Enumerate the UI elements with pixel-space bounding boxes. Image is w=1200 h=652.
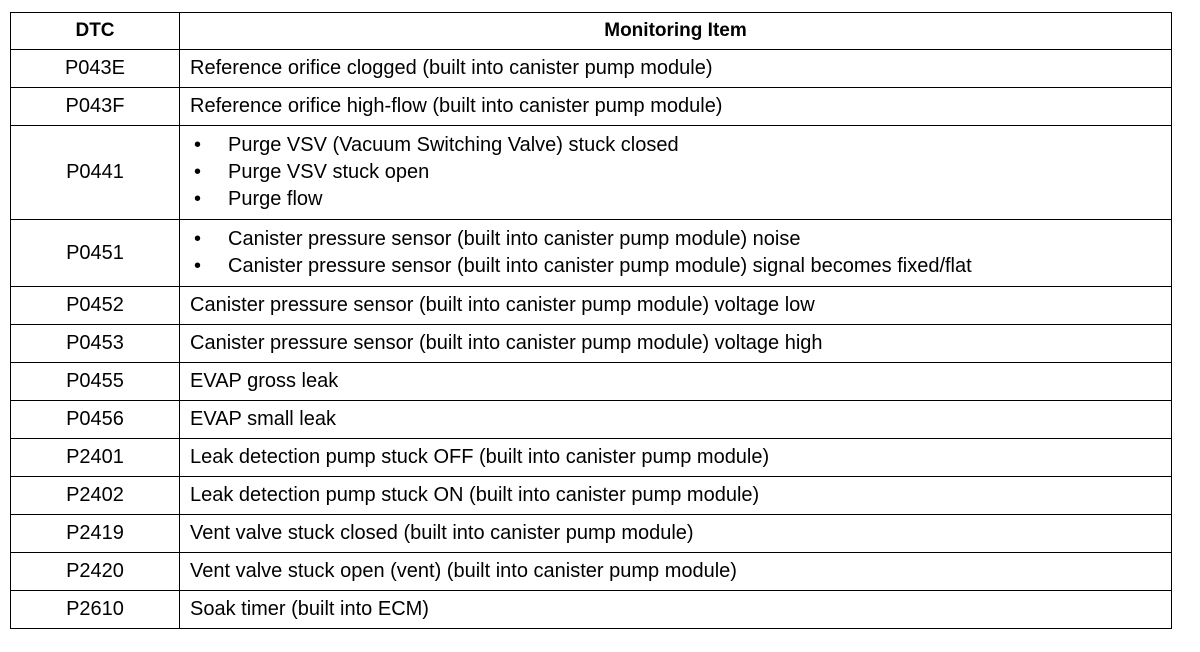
monitoring-item: EVAP small leak: [180, 401, 1172, 439]
monitoring-item: Leak detection pump stuck OFF (built into canister pump module): [180, 439, 1172, 477]
dtc-code: P2420: [11, 553, 180, 591]
bullet-icon: •: [194, 228, 202, 250]
table-row: [11, 553, 1172, 591]
bullet-list: [190, 226, 1171, 280]
monitoring-item: Canister pressure sensor (built into canister pump module) voltage low: [180, 287, 1172, 325]
list-item: [190, 132, 1171, 159]
dtc-code: P0455: [11, 363, 180, 401]
table-row: [11, 515, 1172, 553]
bullet-text: Purge VSV stuck open: [228, 161, 430, 183]
monitoring-item: Vent valve stuck closed (built into canister pump module): [180, 515, 1172, 553]
dtc-code: P043E: [11, 50, 180, 88]
table-row: [11, 325, 1172, 363]
dtc-code: P2402: [11, 477, 180, 515]
list-item: [190, 159, 1171, 186]
monitoring-item: Reference orifice high-flow (built into canister pump module): [180, 88, 1172, 126]
dtc-code: P0456: [11, 401, 180, 439]
table-header-row: [11, 13, 1172, 50]
bullet-icon: •: [194, 134, 202, 156]
table-row: [11, 88, 1172, 126]
table-row: [11, 220, 1172, 287]
dtc-code: P2401: [11, 439, 180, 477]
bullet-text: Purge flow: [228, 188, 323, 210]
bullet-list: [190, 132, 1171, 213]
dtc-monitoring-table: [10, 12, 1172, 629]
bullet-text: Canister pressure sensor (built into canister pump module) noise: [228, 228, 801, 250]
bullet-icon: •: [194, 161, 202, 183]
list-item: [190, 253, 1171, 280]
header-monitoring-item: Monitoring Item: [180, 13, 1172, 50]
bullet-icon: •: [194, 255, 202, 277]
dtc-code: P0441: [11, 126, 180, 220]
monitoring-item-list: [180, 126, 1172, 220]
monitoring-item: Leak detection pump stuck ON (built into canister pump module): [180, 477, 1172, 515]
bullet-text: Canister pressure sensor (built into canister pump module) signal becomes fixed/flat: [228, 255, 972, 277]
table-row: [11, 439, 1172, 477]
monitoring-item: Reference orifice clogged (built into canister pump module): [180, 50, 1172, 88]
dtc-code: P0451: [11, 220, 180, 287]
table-row: [11, 287, 1172, 325]
bullet-text: Purge VSV (Vacuum Switching Valve) stuck closed: [228, 134, 679, 156]
table-row: [11, 363, 1172, 401]
monitoring-item: EVAP gross leak: [180, 363, 1172, 401]
table-row: [11, 477, 1172, 515]
dtc-code: P2419: [11, 515, 180, 553]
monitoring-item: Vent valve stuck open (vent) (built into canister pump module): [180, 553, 1172, 591]
list-item: [190, 186, 1171, 213]
dtc-code: P043F: [11, 88, 180, 126]
list-item: [190, 226, 1171, 253]
table-row: [11, 591, 1172, 629]
table-row: [11, 50, 1172, 88]
table-row: [11, 401, 1172, 439]
monitoring-item: Soak timer (built into ECM): [180, 591, 1172, 629]
dtc-code: P2610: [11, 591, 180, 629]
monitoring-item-list: [180, 220, 1172, 287]
table-row: [11, 126, 1172, 220]
dtc-code: P0453: [11, 325, 180, 363]
header-dtc: DTC: [11, 13, 180, 50]
bullet-icon: •: [194, 188, 202, 210]
monitoring-item: Canister pressure sensor (built into canister pump module) voltage high: [180, 325, 1172, 363]
dtc-code: P0452: [11, 287, 180, 325]
